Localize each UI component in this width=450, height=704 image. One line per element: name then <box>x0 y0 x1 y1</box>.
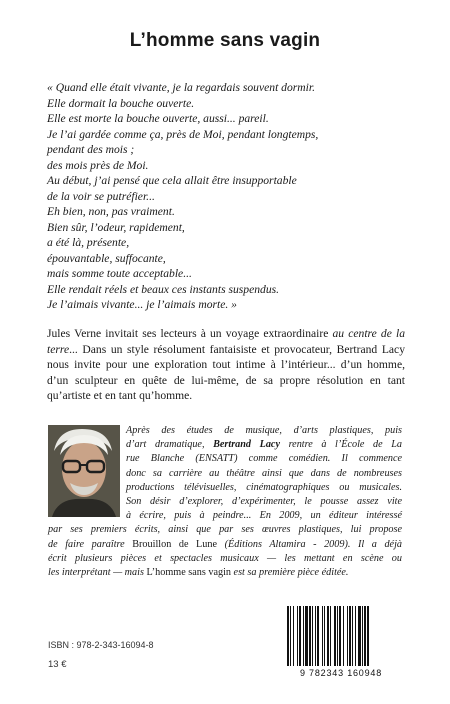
bio-line: Après des études de musique, d’arts plastiques, puis <box>126 425 402 436</box>
author-portrait-image <box>48 425 120 517</box>
back-cover-quote <box>47 80 427 313</box>
bio-line: par ses premiers écrits, ainsi que par ses œuvres plastiques, lui propose <box>48 524 402 536</box>
isbn-label: ISBN : 978-2-343-16094-8 <box>48 640 154 650</box>
quote-line: Au début, j’ai pensé que cela allait être insupportable <box>47 174 297 187</box>
bio-line: d’art dramatique, Bertrand Lacy rentre à l’École de La <box>126 439 402 451</box>
quote-line: Elle dormait la bouche ouverte. <box>47 96 195 110</box>
bio-line: Son désir d’explorer, d’expérimenter, le pousse assez vite <box>126 496 402 508</box>
quote-line: Eh bien, non, pas vraiment. <box>47 205 175 218</box>
price-label: 13 € <box>48 659 67 670</box>
quote-line: Je l’aimais vivante... je l’aimais morte. » <box>47 298 237 311</box>
quote-line: Je l’ai gardée comme ça, près de Moi, pendant longtemps, <box>47 127 319 141</box>
quote-line: « Quand elle était vivante, je la regardais souvent dormir. <box>47 81 316 94</box>
quote-line: mais somme toute acceptable... <box>47 267 192 280</box>
author-biography <box>48 424 402 580</box>
author-name: Bertrand Lacy <box>213 439 280 451</box>
bio-line: rue Blanche (ENSATT) comme comédien. Il commence <box>126 453 402 465</box>
quote-line: pendant des mois ; <box>47 143 135 156</box>
bio-line: de faire paraître Brouillon de Lune (Éditions Altamira - 2009). Il a déjà <box>48 538 402 550</box>
bio-line: donc sa carrière au théâtre ainsi que dans de nombreuses <box>126 467 402 479</box>
bio-line: écrit plusieurs pièces et spectacles musicaux — les mettant en scène ou <box>48 552 402 564</box>
bio-line: les interprétant — mais L’homme sans vagin est sa première pièce éditée. <box>48 567 349 579</box>
work-title: L’homme sans vagin <box>146 567 231 579</box>
quote-line: Elle rendait réels et beaux ces instants suspendus. <box>47 282 280 296</box>
quote-line: de la voir se putréfier... <box>47 189 155 203</box>
bio-line: à écrire, puis à peindre... En 2009, un éditeur intéressé <box>126 510 402 522</box>
synopsis-paragraph: Jules Verne invitait ses lecteurs à un voyage extraordinaire au centre de la terre... Dans un style résolument fantaisiste et provocateur, Bertrand Lacy nous invite pour une exploration tout intime à l’intérieur... d’un homme, d’un sculpteur en quête de lui-même, de sa propre résolution en tant qu’artiste et en tant qu’homme. <box>47 327 405 402</box>
quote-line: a été là, présente, <box>47 236 130 249</box>
bio-line: productions télévisuelles, cinématographiques ou musicales. <box>126 481 402 493</box>
quote-line: des mois près de Moi. <box>47 158 149 172</box>
synopsis <box>47 326 405 404</box>
barcode-digits: 9 782343 160948 <box>299 668 383 678</box>
quote-line: Bien sûr, l’odeur, rapidement, <box>47 220 185 234</box>
quote-line: Elle est morte la bouche ouverte, aussi... pareil. <box>47 112 269 125</box>
author-photo <box>48 425 120 517</box>
synopsis-emphasis: au centre de la terre <box>47 327 405 356</box>
work-title: Brouillon de Lune <box>132 538 217 550</box>
book-title: L’homme sans vagin <box>129 30 321 51</box>
barcode-bars <box>281 602 401 668</box>
quote-line: épouvantable, suffocante, <box>47 251 166 265</box>
barcode <box>281 602 401 668</box>
